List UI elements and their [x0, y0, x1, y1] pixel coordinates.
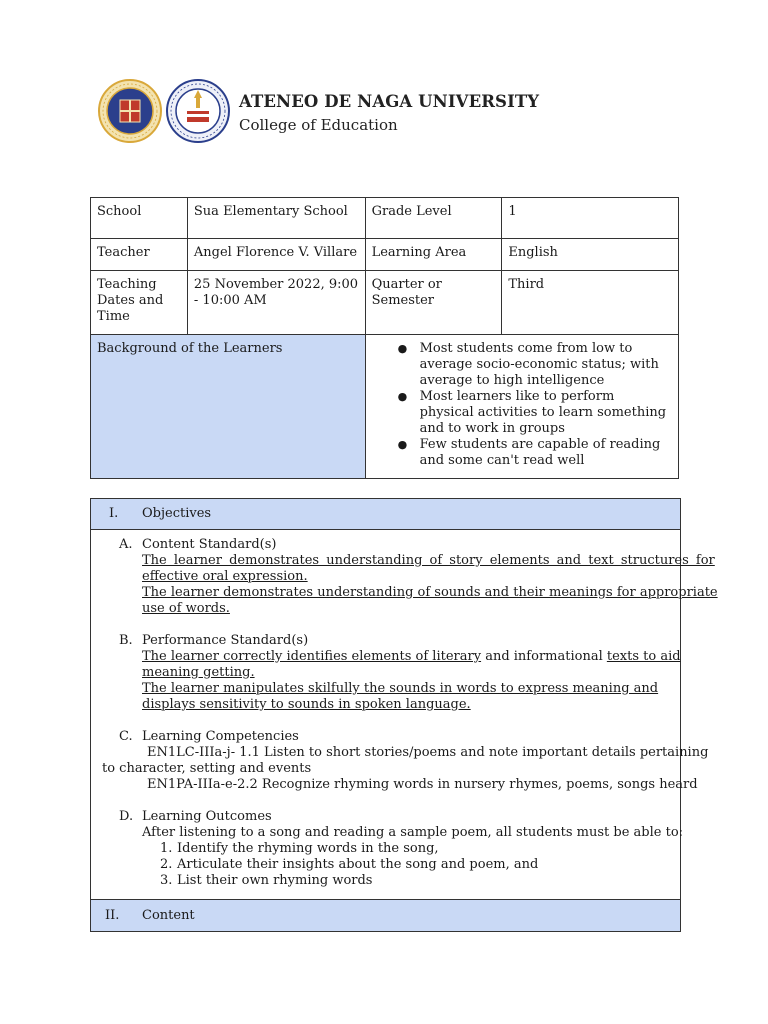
list-item: ● Most students come from low to average socio-economic status; with average to high intelligence	[420, 341, 672, 389]
school-value: Sua Elementary School	[187, 198, 365, 239]
learning-outcomes-title: Learning Outcomes	[142, 809, 272, 824]
university-name: ATENEO DE NAGA UNIVERSITY	[239, 92, 540, 111]
performance-standard-title: Performance Standard(s)	[142, 633, 309, 648]
objectives-header-row	[91, 499, 680, 530]
performance-standard-line: The learner manipulates skilfully the sounds in words to express meaning and	[142, 681, 659, 696]
outcome-text: Articulate their insights about the song and poem, and	[177, 857, 539, 872]
content-header-row	[91, 899, 680, 931]
performance-standard-line: displays sensitivity to sounds in spoken language.	[142, 697, 471, 712]
teacher-label: Teacher	[91, 239, 188, 271]
college-of-education-seal-logo	[166, 78, 230, 144]
table-row	[91, 335, 679, 479]
objectives-body	[91, 530, 718, 899]
grade-level-value: 1	[502, 198, 679, 239]
table-row	[91, 271, 679, 335]
content-standard-line: use of words.	[142, 601, 230, 616]
performance-standard-line: The learner correctly identifies elements of literary and informational texts to aid	[142, 649, 681, 664]
competency-line: EN1PA-IIIa-e-2.2 Recognize rhyming words in nursery rhymes, poems, songs heard	[147, 777, 698, 792]
objectives-number: I.	[109, 506, 119, 521]
teaching-dates-label: Teaching Dates and Time	[91, 271, 188, 335]
outcome-text: List their own rhyming words	[177, 873, 373, 888]
content-standard-line: The learner demonstrates understanding of story elements and text structures for	[142, 553, 715, 568]
teacher-value: Angel Florence V. Villare	[187, 239, 365, 271]
content-standard-title: Content Standard(s)	[142, 537, 277, 552]
school-label: School	[91, 198, 188, 239]
performance-standard-label: B.	[119, 633, 133, 648]
competency-line: to character, setting and events	[102, 761, 312, 776]
outcome-number: 1.	[160, 841, 173, 856]
list-item: ● Most learners like to perform physical activities to learn something and to work in groups	[420, 389, 672, 437]
quarter-label: Quarter or Semester	[365, 271, 502, 335]
content-standard-line: The learner demonstrates understanding of sounds and their meanings for appropriate	[142, 585, 718, 600]
grade-level-label: Grade Level	[365, 198, 502, 239]
quarter-value: Third	[502, 271, 679, 335]
outcome-text: Identify the rhyming words in the song,	[177, 841, 439, 856]
teaching-dates-value: 25 November 2022, 9:00 - 10:00 AM	[187, 271, 365, 335]
outcome-number: 2.	[160, 857, 173, 872]
content-standard-line: effective oral expression.	[142, 569, 308, 584]
background-list	[372, 341, 672, 469]
lesson-info-table	[90, 197, 679, 479]
list-item: ● Few students are capable of reading and some can't read well	[420, 437, 672, 469]
background-list-cell	[365, 335, 678, 479]
competency-line: EN1LC-IIIa-j- 1.1 Listen to short stories/poems and note important details pertaining	[147, 745, 709, 760]
objectives-title: Objectives	[142, 506, 212, 521]
ateneo-seal-logo	[98, 78, 162, 144]
document-header	[98, 78, 598, 144]
objectives-table	[90, 498, 718, 932]
learning-competencies-label: C.	[119, 729, 133, 744]
performance-standard-line: meaning getting.	[142, 665, 255, 680]
content-standard-label: A.	[119, 537, 133, 552]
college-name: College of Education	[239, 116, 398, 134]
table-row	[91, 239, 679, 271]
learning-area-value: English	[502, 239, 679, 271]
learning-competencies-title: Learning Competencies	[142, 729, 299, 744]
content-title: Content	[142, 908, 195, 923]
background-label: Background of the Learners	[91, 335, 366, 479]
outcome-number: 3.	[160, 873, 173, 888]
content-number: II.	[105, 908, 120, 923]
learning-outcomes-intro: After listening to a song and reading a sample poem, all students must be able to:	[142, 825, 684, 840]
learning-outcomes-label: D.	[119, 809, 134, 824]
table-row	[91, 198, 679, 239]
learning-area-label: Learning Area	[365, 239, 502, 271]
